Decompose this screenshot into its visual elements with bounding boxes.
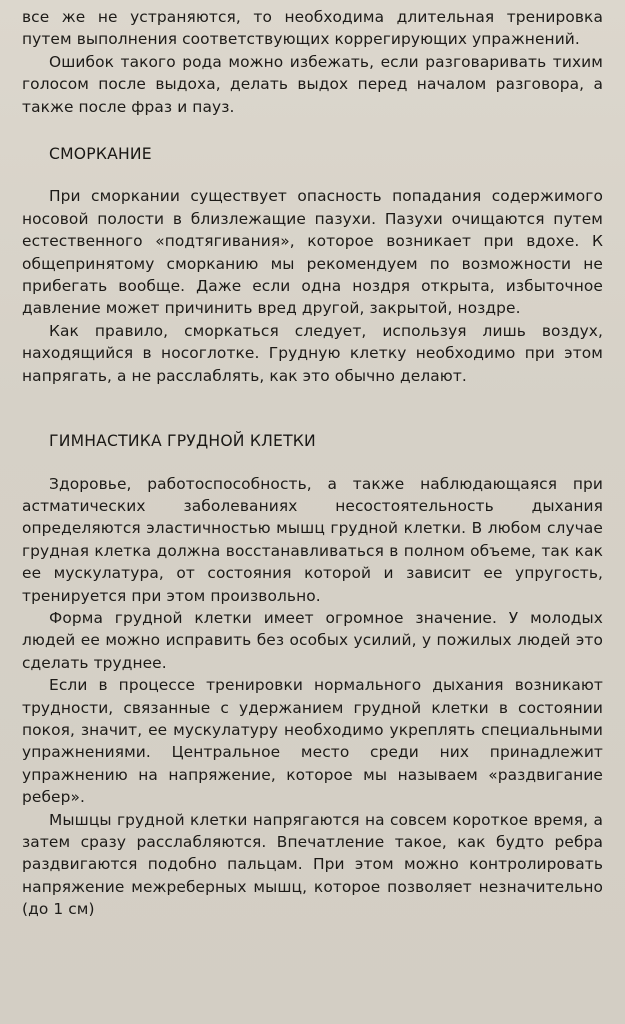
paragraph-continuation: все же не устраняются, то необходима длительная тренировка путем выполнения соответствующих коррегирующих упражнений. [22,8,603,49]
section-heading-gymnastics: ГИМНАСТИКА ГРУДНОЙ КЛЕТКИ [49,432,316,451]
page-text [22,6,603,921]
section-heading-smorkanie: СМОРКАНИЕ [49,145,152,164]
paragraph: Здоровье, работоспособность, а также наблюдающаяся при астматических заболеваниях несостоятельность дыхания определяются эластичностью мышц грудной клетки. В любом случае грудная клетка должна восстанавливаться в полном объеме, так как ее мускулатура, от состояния которой и зависит ее упругость, тренируется при этом произвольно. [22,474,603,605]
paragraph: Мышцы грудной клетки напрягаются на совсем короткое время, а затем сразу расслабляются. Впечатление такое, как будто ребра раздвигаются подобно пальцам. При этом можно контролировать напряжение межреберных мышц, которое позволяет незначительно (до 1 см) [22,810,603,919]
paragraph: Если в процессе тренировки нормального дыхания возникают трудности, связанные с удержанием грудной клетки в состоянии покоя, значит, ее мускулатуру необходимо укреплять специальными упражнениями. Центральное место среди них принадлежит упражнению на напряжение, которое мы называем «раздвигание ребер». [22,676,603,807]
paragraph: Ошибок такого рода можно избежать, если разговаривать тихим голосом после выдоха, делать выдох перед началом разговора, а также после фраз и пауз. [22,52,603,116]
paragraph: При сморкании существует опасность попадания содержимого носовой полости в близлежащие пазухи. Пазухи очищаются путем естественного «подтягивания», которое возникает при вдохе. К общепринятому сморканию мы рекомендуем по возможности не прибегать вообще. Даже если одна ноздря открыта, избыточное давление может причинить вред другой, закрытой, ноздре. [22,187,603,318]
paragraph: Как правило, сморкаться следует, используя лишь воздух, находящийся в носоглотке. Грудную клетку необходимо при этом напрягать, а не расслаблять, как это обычно делают. [22,321,603,385]
paragraph: Форма грудной клетки имеет огромное значение. У молодых людей ее можно исправить без особых усилий, у пожилых людей это сделать труднее. [22,608,603,672]
